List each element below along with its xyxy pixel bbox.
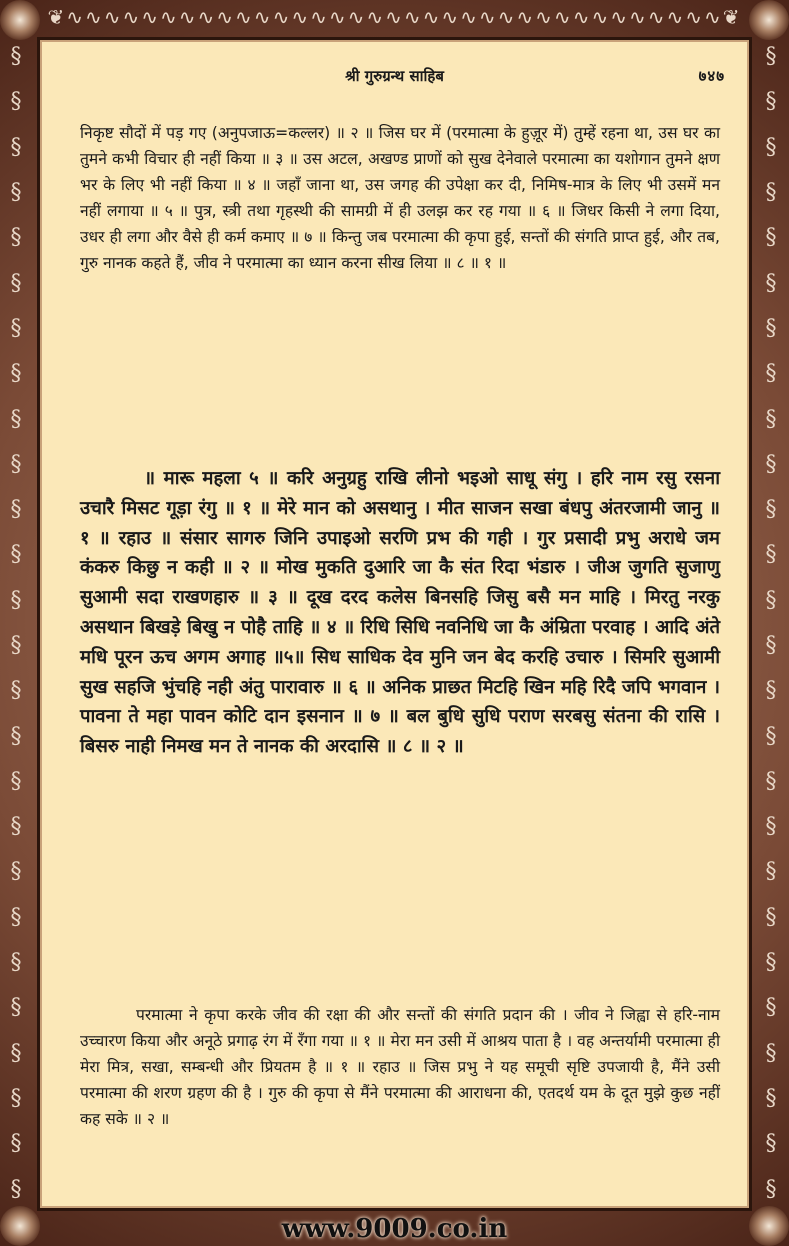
right-ornament-border: § § § § § § § § § § § § § § § § § § § § § § § § § § [765, 44, 779, 1202]
corner-ornament-top-right [749, 0, 789, 40]
top-ornament-border: ❦∿∿∿∿∿∿∿∿∿∿∿∿∿∿∿∿∿∿∿∿∿∿∿∿∿∿∿∿∿∿∿∿∿∿∿❦ [47, 5, 742, 29]
gurbani-verse-block: ॥ मारू महला ५ ॥ करि अनुग्रहु राखि लीनो भइओ साधू संगु । हरि नाम रसु रसना उचारै मिसट गूड़ा रंगु ॥ १ ॥ मेरे मान को असथानु । मीत साजन सखा बंधपु अंतरजामी जानु ॥ १ ॥ रहाउ ॥ संसार सागरु जिनि उपाइओ सरणि प्रभ की गही । गुर प्रसादी प्रभु अराधे जम कंकरु किछु न कही ॥ २ ॥ मोख मुकति दुआरि जा कै संत रिदा भंडारु । जीअ जुगति सुजाणु सुआमी सदा राखणहारु ॥ ३ ॥ दूख दरद कलेस बिनसहि जिसु बसै मन माहि । मिरतु नरकु असथान बिखड़े बिखु न पोहै ताहि ॥ ४ ॥ रिधि सिधि नवनिधि जा कै अंम्रिता परवाह । आदि अंते मधि पूरन ऊच अगम अगाह ॥५॥ सिध साधिक देव मुनि जन बेद करहि उचारु । सिमरि सुआमी सुख सहजि भुंचहि नही अंतु पारावारु ॥ ६ ॥ अनिक प्राछत मिटहि खिन महि रिदै जपि भगवान । पावना ते महा पावन कोटि दान इसनान ॥ ७ ॥ बल बुधि सुधि पराण सरबसु संतना की रासि । बिसरु नाही निमख मन ते नानक की अरदासि ॥ ८ ॥ २ ॥ [80, 468, 720, 758]
left-ornament-border: § § § § § § § § § § § § § § § § § § § § § § § § § § [10, 44, 24, 1202]
corner-ornament-top-left [0, 0, 40, 40]
scripture-page [37, 37, 752, 1211]
page-header [40, 66, 749, 90]
translation-paragraph-top: निकृष्ट सौदों में पड़ गए (अनुपजाऊ=कल्लर) ॥ २ ॥ जिस घर में (परमात्मा के हुज़ूर में) तुम्हें रहना था, उस घर का तुमने कभी विचार ही नहीं किया ॥ ३ ॥ उस अटल, अखण्ड प्राणों को सुख देनेवाले परमात्मा का यशोगान तुमने क्षण भर के लिए भी नहीं किया ॥ ४ ॥ जहाँ जाना था, उस जगह की उपेक्षा कर दी, निमिष-मात्र के लिए भी उसमें मन नहीं लगाया ॥ ५ ॥ पुत्र, स्त्री तथा गृहस्थी की सामग्री में ही उलझ कर रह गया ॥ ६ ॥ जिधर किसी ने लगा दिया, उधर ही लगा और वैसे ही कर्म कमाए ॥ ७ ॥ किन्तु जब परमात्मा की कृपा हुई, सन्तों की संगति प्राप्त हुई, और तब, गुरु नानक कहते हैं, जीव ने परमात्मा का ध्यान करना सीख लिया ॥ ८ ॥ १ ॥ [80, 124, 720, 272]
translation-paragraph-bottom: परमात्मा ने कृपा करके जीव की रक्षा की और सन्तों की संगति प्रदान की । जीव ने जिह्वा से हरि-नाम उच्चारण किया और अनूठे प्रगाढ़ रंग में रँगा गया ॥ १ ॥ मेरा मन उसी में आश्रय पाता है । वह अन्तर्यामी परमात्मा ही मेरा मित्र, सखा, सम्बन्धी और प्रियतम है ॥ १ ॥ रहाउ ॥ जिस प्रभु ने यह समूची सृष्टि उपजायी है, मैंने उसी परमात्मा की शरण ग्रहण की है । गुरु की कृपा से मैंने परमात्मा की आराधना की, एतदर्थ यम के दूत मुझे कुछ नहीं कह सके ॥ २ ॥ [80, 1006, 720, 1128]
website-url-footer[interactable]: www.9009.co.in [281, 1214, 508, 1244]
page-number: ७४७ [698, 67, 725, 85]
page-title: श्री गुरुग्रन्थ साहिब [345, 67, 444, 85]
